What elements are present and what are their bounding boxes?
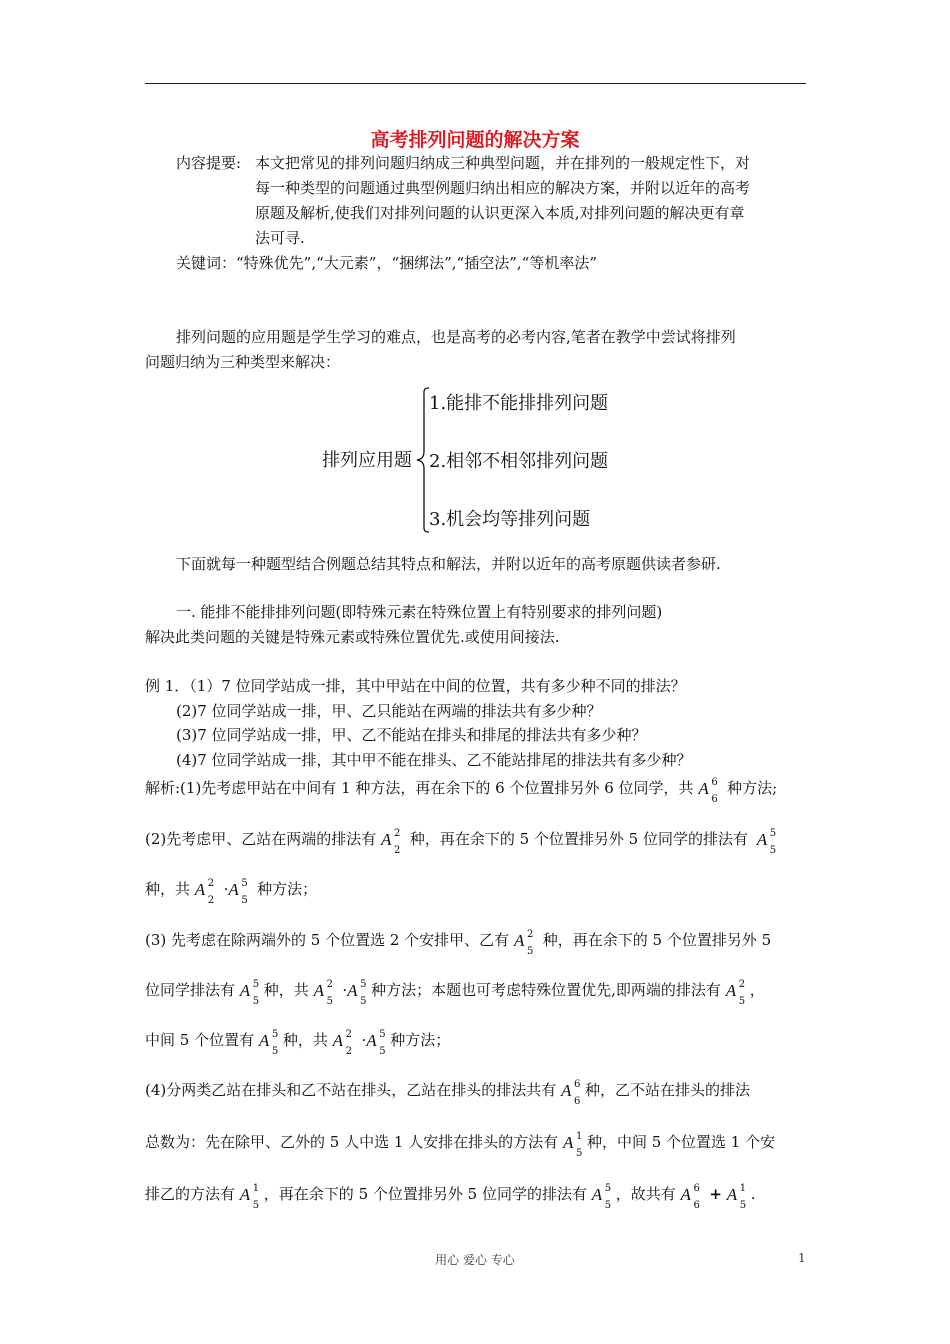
diagram-item: 2.相邻不相邻排列问题 bbox=[429, 451, 609, 472]
perm-A55: A 5 5 bbox=[347, 979, 367, 1007]
abstract-line: 每一种类型的问题通过典型例题归纳出相应的解决方案，并附以近年的高考 bbox=[255, 179, 751, 197]
page-number: 1 bbox=[798, 1251, 806, 1265]
abstract-label: 内容提要: bbox=[176, 154, 242, 172]
perm-A55: A 5 5 bbox=[591, 1183, 612, 1211]
abstract-line: 本文把常见的排列问题归纳成三种典型问题，并在排列的一般规定性下，对 bbox=[255, 154, 751, 172]
perm-A55: A 5 5 bbox=[258, 1029, 279, 1057]
keywords: 关键词：“特殊优先”,“大元素”，“捆绑法”,“插空法”,“等机率法” bbox=[176, 254, 597, 272]
perm-A66: A 6 6 bbox=[561, 1079, 581, 1107]
perm-A51: A 1 5 bbox=[726, 1183, 747, 1211]
example-question: 例 1．（1）7 位同学站成一排，其中甲站在中间的位置，共有多少种不同的排法？ bbox=[145, 677, 686, 695]
abstract-line: 原题及解析,使我们对排列问题的认识更深入本质,对排列问题的解决更有章 bbox=[255, 204, 745, 222]
perm-A66: A 6 6 bbox=[680, 1183, 700, 1211]
solution-line: (2)先考虑甲、乙站在两端的排法有 A 2 2 种，再在余下的 5 个位置排另外 5 位同学的排法有 A 5 5 bbox=[145, 827, 781, 851]
perm-A55: A 5 5 bbox=[756, 828, 777, 856]
section-note: 解决此类问题的关键是特殊元素或特殊位置优先.或使用间接法. bbox=[145, 628, 560, 646]
page-title: 高考排列问题的解决方案 bbox=[370, 129, 580, 151]
perm-A51: A 1 5 bbox=[239, 1183, 260, 1211]
example-question: (4)7 位同学站成一排，其中甲不能在排头、乙不能站排尾的排法共有多少种？ bbox=[176, 751, 692, 769]
perm-A22: A 2 2 bbox=[381, 828, 401, 856]
perm-A66: A 6 6 bbox=[698, 777, 718, 805]
diagram-item: 1.能排不能排排列问题 bbox=[429, 393, 609, 414]
example-question: (2)7 位同学站成一排，甲、乙只能站在两端的排法共有多少种？ bbox=[176, 702, 602, 720]
diagram-item: 3.机会均等排列问题 bbox=[429, 509, 591, 530]
perm-A52: A 2 5 bbox=[725, 979, 746, 1007]
solution-line: 解析:(1)先考虑甲站在中间有 1 种方法，再在余下的 6 个位置排另外 6 位同学，共 A 6 6 种方法; bbox=[145, 777, 778, 805]
diagram-root: 排列应用题 bbox=[322, 450, 412, 471]
perm-A51: A 1 5 bbox=[562, 1131, 583, 1159]
solution-line: (4)分两类乙站在排头和乙不站在排头，乙站在排头的排法共有 A 6 6 种，乙不站在排头的排法 bbox=[145, 1079, 751, 1107]
perm-A52: A 2 5 bbox=[313, 979, 333, 1007]
example-question: (3)7 位同学站成一排，甲、乙不能站在排头和排尾的排法共有多少种？ bbox=[176, 726, 647, 744]
perm-A22: A 2 2 bbox=[332, 1029, 353, 1057]
lead-paragraph: 下面就每一种题型结合例题总结其特点和解法，并附以近年的高考原题供读者参研. bbox=[176, 555, 721, 573]
intro-line: 问题归纳为三种类型来解决： bbox=[145, 353, 341, 371]
perm-A55: A 5 5 bbox=[239, 979, 260, 1007]
section-heading: 一. 能排不能排排列问题(即特殊元素在特殊位置上有特别要求的排列问题) bbox=[176, 603, 663, 621]
solution-line: (3) 先考虑在除两端外的 5 个位置选 2 个安排甲、乙有 A 2 5 种，再在余下的 5 个位置排另外 5 bbox=[145, 929, 772, 957]
perm-A22: A 2 2 bbox=[194, 878, 215, 906]
solution-line: 总数为：先在除甲、乙外的 5 人中选 1 人安排在排头的方法有 A 1 5 种，中间 5 个位置选 1 个安 bbox=[145, 1131, 776, 1159]
solution-line: 排乙的方法有 A 1 5 ，再在余下的 5 个位置排另外 5 位同学的排法有 A 5 5 ，故共有 A 6 6 + A 1 5 . bbox=[145, 1183, 756, 1211]
abstract-line: 法可寻. bbox=[255, 229, 305, 247]
intro-line: 排列问题的应用题是学生学习的难点，也是高考的必考内容,笔者在教学中尝试将排列 bbox=[176, 328, 736, 346]
perm-A55: A 5 5 bbox=[366, 1029, 386, 1057]
solution-line: 中间 5 个位置有 A 5 5 种，共 A 2 2 · A 5 5 种方法； bbox=[145, 1029, 451, 1057]
perm-A52: A 2 5 bbox=[513, 929, 534, 957]
solution-line: 种，共 A 2 2 · A 5 5 种方法； bbox=[145, 878, 318, 906]
solution-line: 位同学排法有 A 5 5 种，共 A 2 5 · A 5 5 种方法；本题也可考虑特殊位置优先,即两端的排法有 A 2 5 ， bbox=[145, 979, 765, 1007]
footer-slogan: 用心 爱心 专心 bbox=[435, 1253, 515, 1267]
perm-A55: A 5 5 bbox=[228, 878, 248, 906]
header-rule bbox=[145, 83, 806, 84]
